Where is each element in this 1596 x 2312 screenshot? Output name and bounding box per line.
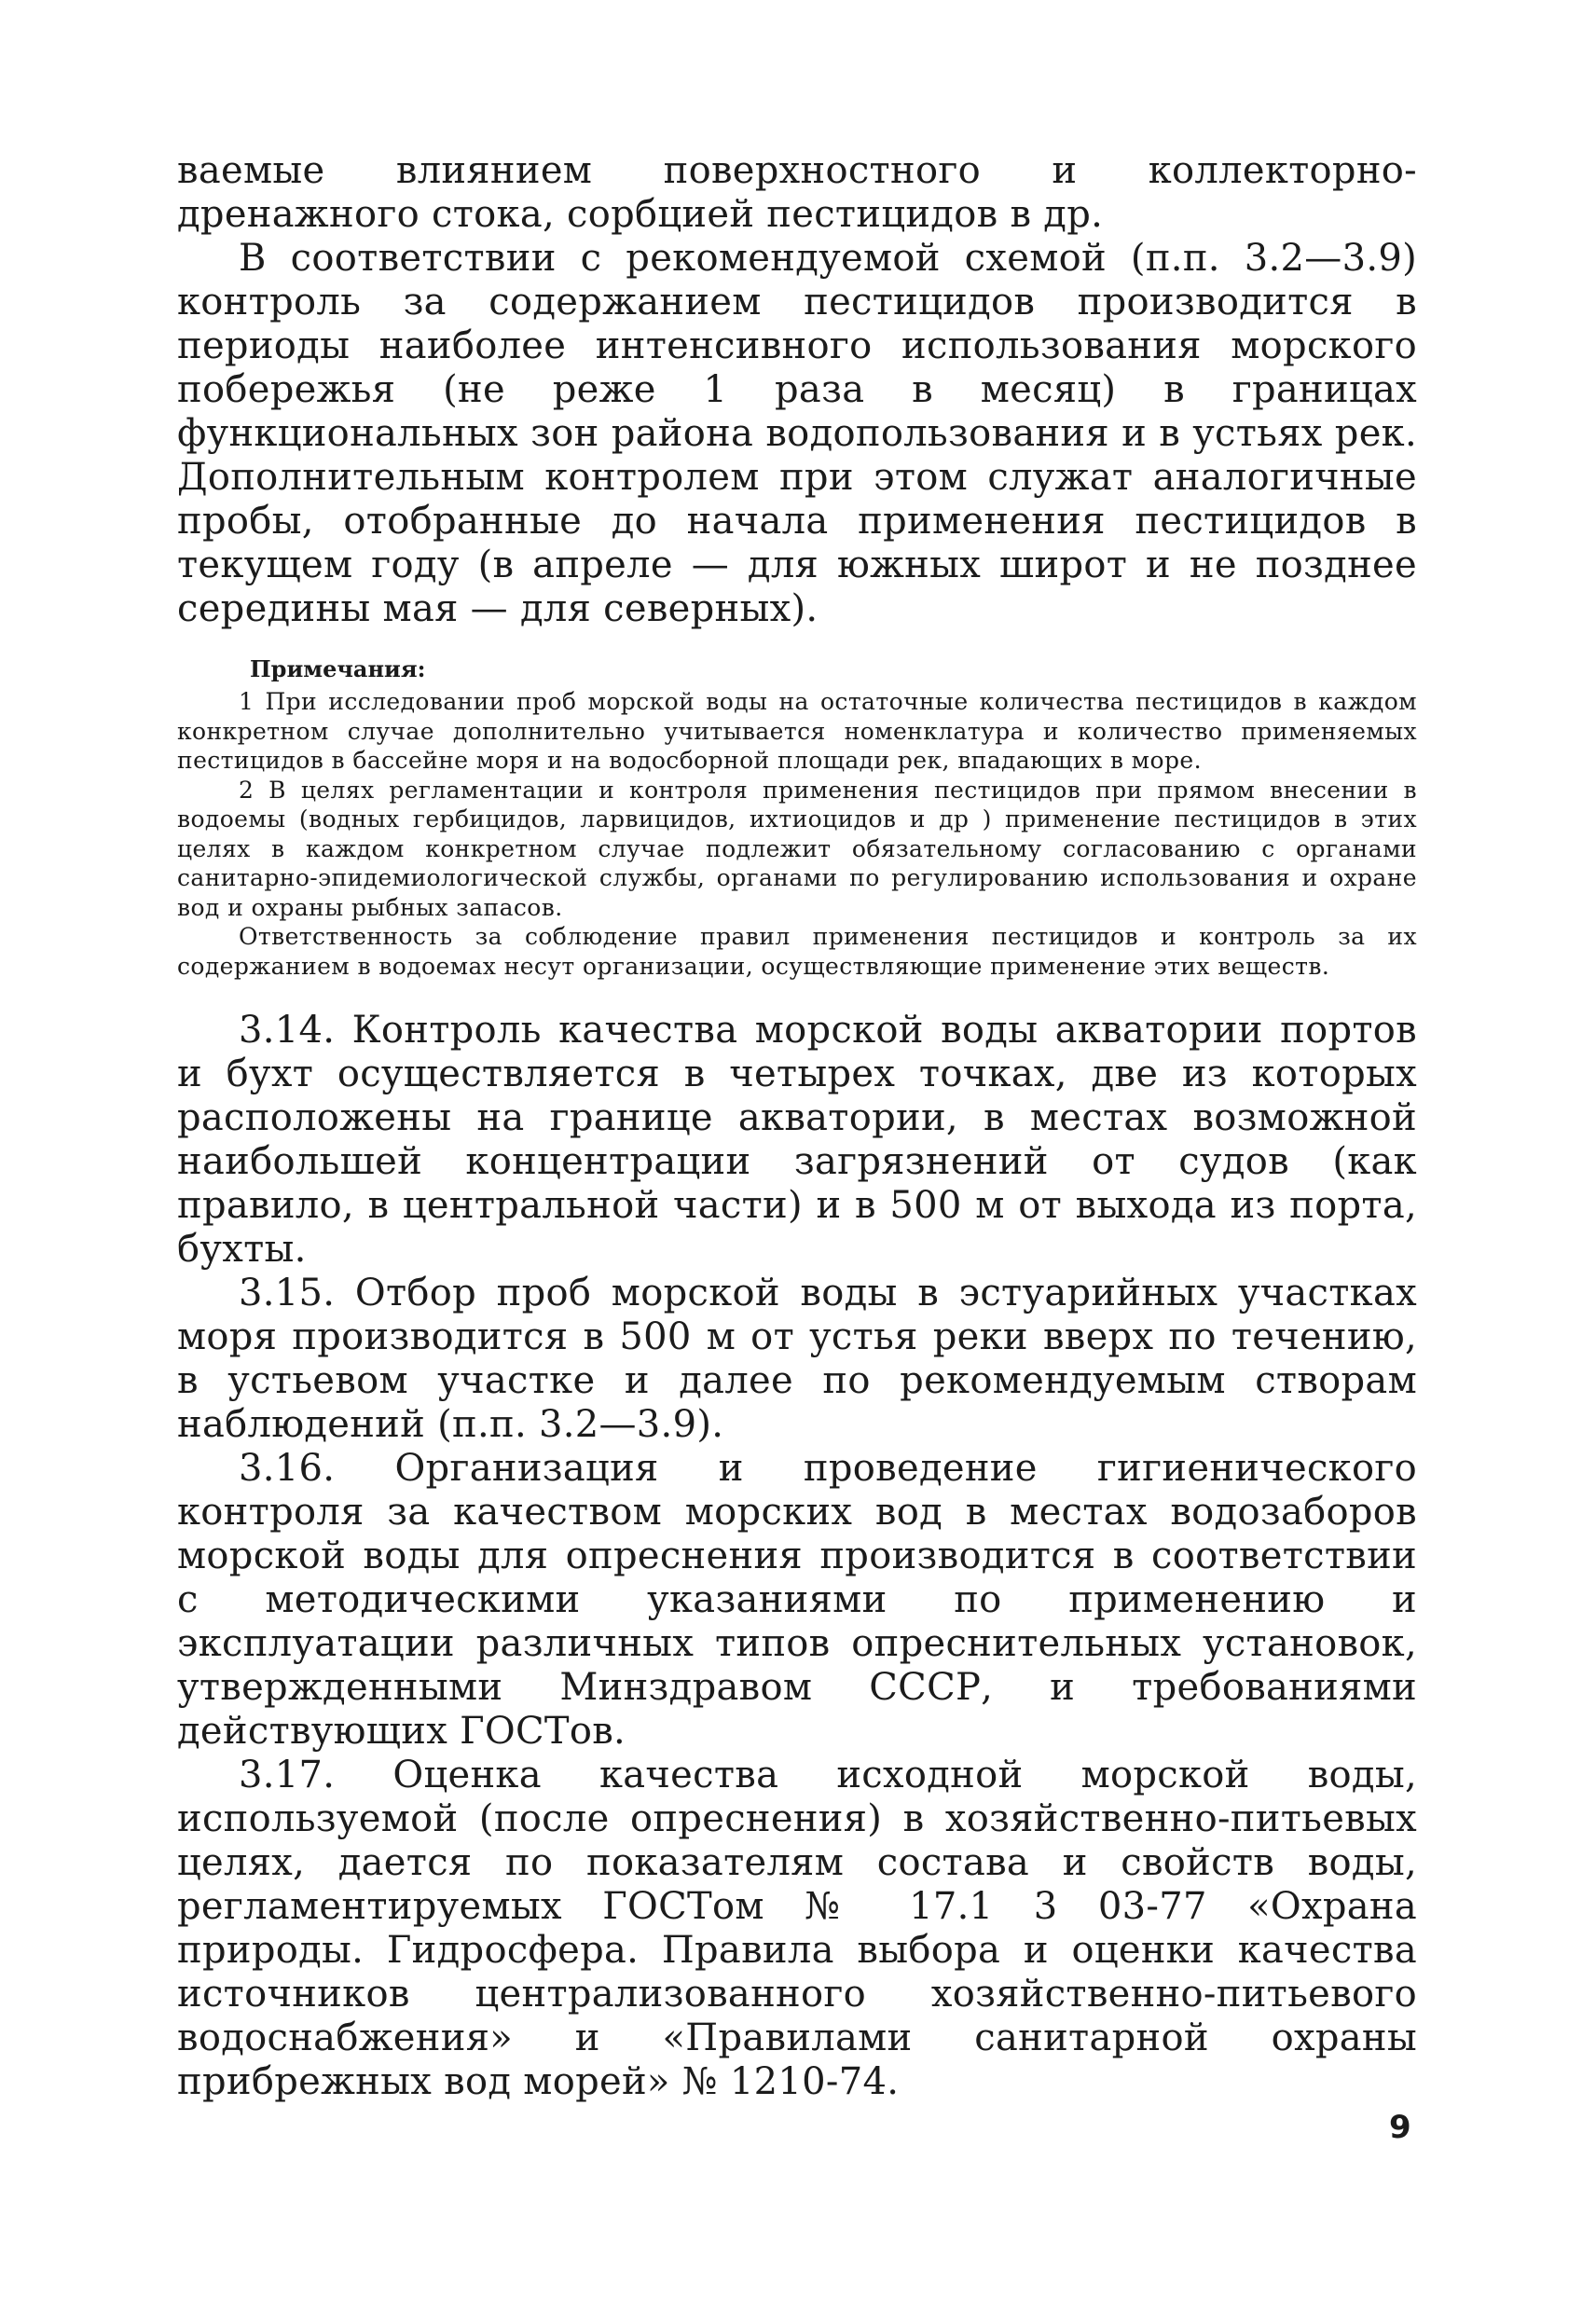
note-item-2: 2 В целях регламентации и контроля применения пестицидов при прямом внесении в водоемы (водных гербицидов, ларвицидов, ихтиоцидов и др ) применение пестицидов в этих целях в каждом конкретном случае подлежит обязательному согласованию с органами санитарно-эпидемиологической службы, органами по регулированию использования и охране вод и охраны рыбных запасов. (177, 776, 1417, 921)
section-3-16: 3.16. Организация и проведение гигиенического контроля за качеством морских вод в местах водозаборов морской воды для опреснения производится в соответствии с методическими указаниями по применению и эксплуатации различных типов опреснительных установок, утвержденными Минздравом СССР, и требованиями действующих ГОСТов. (177, 1447, 1417, 1753)
section-3-14: 3.14. Контроль качества морской воды акватории портов и бухт осуществляется в четырех точках, две из которых расположены на границе акватории, в местах возможной наибольшей концентрации загрязнений от судов (как правило, в центральной части) и в 500 м от выхода из порта, бухты. (177, 1009, 1417, 1271)
page-number: 9 (1389, 2109, 1411, 2146)
note-responsibility: Ответственность за соблюдение правил применения пестицидов и контроль за их содержанием в водоемах несут организации, осуществляющие применение этих веществ. (177, 923, 1417, 980)
notes-block (177, 655, 1417, 981)
notes-title: Примечания: (250, 655, 426, 682)
note-item-1: 1 При исследовании проб морской воды на остаточные количества пестицидов в каждом конкретном случае дополнительно учитывается номенклатура и количество применяемых пестицидов в бассейне моря и на водосборной площади рек, впадающих в море. (177, 688, 1417, 774)
paragraph-continuation: ваемые влиянием поверхностного и коллекторно-дренажного стока, сорбцией пестицидов в др. (177, 149, 1417, 236)
document-page (177, 149, 1417, 2104)
section-3-17: 3.17. Оценка качества исходной морской воды, используемой (после опреснения) в хозяйственно-питьевых целях, дается по показателям состава и свойств воды, регламентируемых ГОСТом № 17.1 3 03-77 «Охрана природы. Гидросфера. Правила выбора и оценки качества источников централизованного хозяйственно-питьевого водоснабжения» и «Правилами санитарной охраны прибрежных вод морей» № 1210-74. (177, 1754, 1417, 2103)
paragraph-control-scheme: В соответствии с рекомендуемой схемой (п.п. 3.2—3.9) контроль за содержанием пестицидов производится в периоды наиболее интенсивного использования морского побережья (не реже 1 раза в месяц) в границах функциональных зон района водопользования и в устьях рек. Дополнительным контролем при этом служат аналогичные пробы, отобранные до начала применения пестицидов в текущем году (в апреле — для южных широт и не позднее середины мая — для северных). (177, 237, 1417, 630)
section-3-15: 3.15. Отбор проб морской воды в эстуарийных участках моря производится в 500 м от устья реки вверх по течению, в устьевом участке и далее по рекомендуемым створам наблюдений (п.п. 3.2—3.9). (177, 1272, 1417, 1446)
numbered-sections (177, 1009, 1417, 2104)
